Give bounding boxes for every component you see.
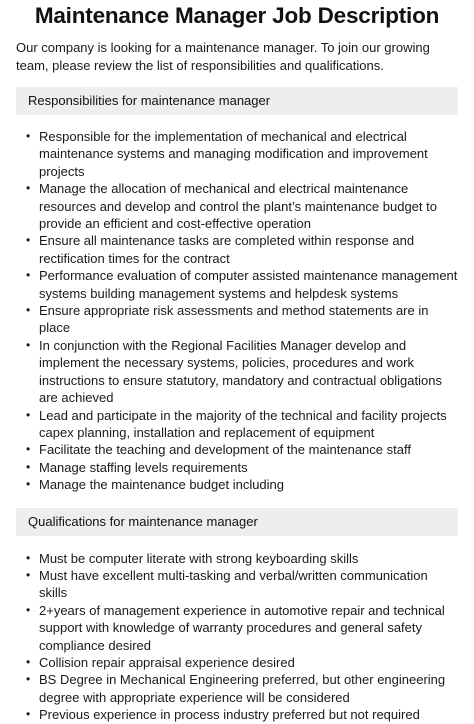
bullet-icon: • xyxy=(26,567,31,582)
page-title: Maintenance Manager Job Description xyxy=(34,3,440,28)
list-item: • Collision repair appraisal experience desired xyxy=(26,654,295,670)
qualifications-list xyxy=(16,550,458,724)
list-item: • Performance evaluation of computer assisted maintenance management systems building management systems and helpdesk systems xyxy=(26,268,458,301)
list-item: • Manage staffing levels requirements xyxy=(26,459,248,475)
bullet-icon: • xyxy=(26,459,31,474)
bullet-icon: • xyxy=(26,407,31,422)
list-item: • In conjunction with the Regional Facilities Manager develop and implement the necessary systems, policies, procedures and work instructions to ensure statutory, mandatory and contractual obligations are achieved xyxy=(26,337,442,406)
bullet-icon: • xyxy=(26,672,31,687)
bullet-icon: • xyxy=(26,129,31,143)
list-item: • Lead and participate in the majority of the technical and facility projects capex planning, installation and replacement of equipment xyxy=(26,407,447,440)
list-item: • BS Degree in Mechanical Engineering preferred, but other engineering degree with appropriate experience will be considered xyxy=(26,672,446,705)
responsibilities-heading: Responsibilities for maintenance manager xyxy=(16,87,458,115)
list-item: • Facilitate the teaching and development of the maintenance staff xyxy=(26,442,411,458)
list-item: • Manage the allocation of mechanical and electrical maintenance resources and develop and control the plant’s maintenance budget to provide an efficient and cost-effective operation xyxy=(26,181,437,232)
bullet-icon: • xyxy=(26,442,31,457)
list-item: • Manage the maintenance budget including xyxy=(26,477,285,493)
bullet-icon: • xyxy=(26,268,31,283)
list-item: • 2+years of management experience in automotive repair and technical support with knowledge of warranty procedures and general safety compliance desired xyxy=(26,602,445,653)
list-item: • Ensure appropriate risk assessments and method statements are in place xyxy=(26,303,429,336)
bullet-icon: • xyxy=(26,337,31,352)
list-item: • Previous experience in process industry preferred but not required xyxy=(26,707,420,723)
bullet-icon: • xyxy=(26,707,31,722)
bullet-icon: • xyxy=(26,477,31,492)
list-item: • Must be computer literate with strong keyboarding skills xyxy=(26,550,359,566)
list-item: • Responsible for the implementation of mechanical and electrical maintenance systems and managing modification and improvement projects xyxy=(26,129,428,179)
bullet-icon: • xyxy=(26,181,31,196)
intro-paragraph: Our company is looking for a maintenance manager. To join our growing team, please review the list of responsibilities and qualifications. xyxy=(16,40,430,73)
bullet-icon: • xyxy=(26,303,31,318)
bullet-icon: • xyxy=(26,233,31,248)
list-item: • Ensure all maintenance tasks are completed within response and rectification times for the contract xyxy=(26,233,415,266)
bullet-icon: • xyxy=(26,550,31,565)
bullet-icon: • xyxy=(26,602,31,617)
list-item: • Must have excellent multi-tasking and verbal/written communication skills xyxy=(26,567,428,601)
responsibilities-list xyxy=(16,128,458,494)
bullet-icon: • xyxy=(26,654,31,669)
qualifications-heading: Qualifications for maintenance manager xyxy=(16,508,458,536)
